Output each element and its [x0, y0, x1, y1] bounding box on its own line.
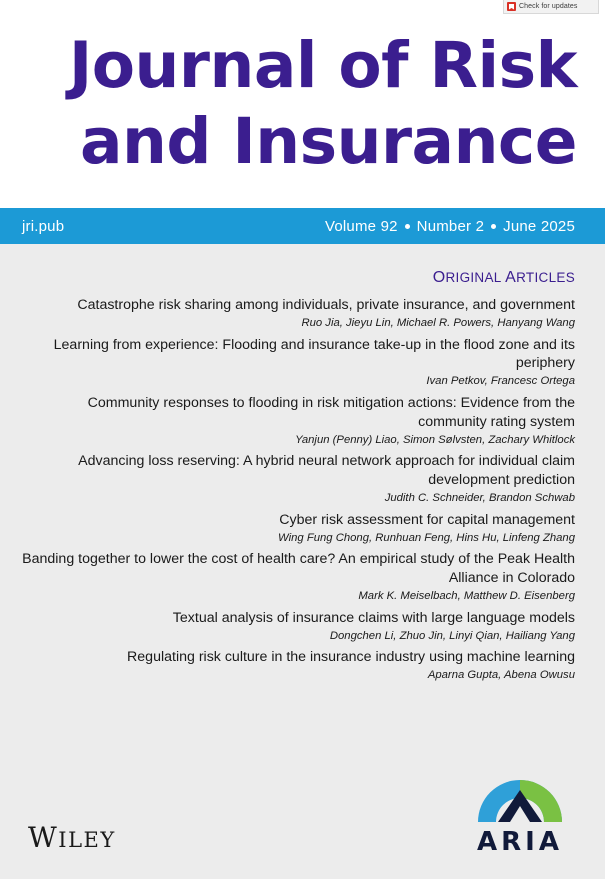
journal-title-line-1: Journal of Risk	[68, 29, 577, 102]
article-title[interactable]: Textual analysis of insurance claims with large language models	[172, 609, 575, 626]
toc-article-8[interactable]	[22, 648, 575, 683]
toc-article-1[interactable]	[22, 296, 575, 331]
article-title[interactable]: Advancing loss reserving: A hybrid neural network approach for individual claim development prediction	[78, 453, 575, 489]
toc-section-heading-rticles: RTICLES	[516, 270, 575, 285]
toc-section-heading-riginal: RIGINAL	[445, 270, 506, 285]
wiley-logo-text: ILEY	[58, 828, 116, 852]
journal-website-link[interactable]: jri.pub	[22, 217, 65, 235]
toc-article-4[interactable]	[22, 452, 575, 505]
check-for-updates-badge[interactable]	[503, 0, 599, 14]
journal-masthead	[0, 16, 605, 206]
article-authors: Yanjun (Penny) Liao, Simon Sølvsten, Zachary Whitlock	[295, 433, 575, 446]
issue-details	[325, 218, 575, 235]
issue-date: June 2025	[503, 217, 575, 235]
issue-band	[0, 208, 605, 244]
article-authors: Aparna Gupta, Abena Owusu	[427, 669, 575, 682]
article-authors: Judith C. Schneider, Brandon Schwab	[384, 492, 575, 505]
article-authors: Ruo Jia, Jieyu Lin, Michael R. Powers, Hanyang Wang	[301, 316, 575, 329]
article-authors: Dongchen Li, Zhuo Jin, Linyi Qian, Hailiang Yang	[329, 629, 575, 642]
article-authors: Mark K. Meiselbach, Matthew D. Eisenberg	[358, 590, 575, 603]
toc-section-heading	[22, 269, 575, 287]
issue-number: Number 2	[416, 217, 485, 235]
toc-section-heading-initial-o: O	[432, 269, 446, 286]
separator-dot-icon	[405, 224, 410, 229]
article-authors: Ivan Petkov, Francesc Ortega	[426, 375, 575, 388]
toc-article-5[interactable]	[22, 511, 575, 546]
article-title[interactable]: Catastrophe risk sharing among individuals, private insurance, and government	[77, 297, 575, 313]
article-authors: Wing Fung Chong, Runhuan Feng, Hins Hu, Linfeng Zhang	[278, 531, 575, 544]
wiley-logo-initial: W	[28, 821, 59, 854]
toc-article-3[interactable]	[22, 394, 575, 447]
toc-article-2[interactable]	[22, 336, 575, 389]
check-for-updates-label: Check for updates	[519, 3, 578, 10]
journal-title	[0, 16, 605, 179]
article-title[interactable]: Learning from experience: Flooding and insurance take-up in the flood zone and its periphery	[53, 336, 575, 372]
article-title[interactable]: Community responses to flooding in risk mitigation actions: Evidence from the community rating system	[87, 394, 575, 430]
crossmark-icon	[507, 2, 516, 11]
aria-logo	[465, 772, 575, 857]
toc-article-6[interactable]	[22, 550, 575, 603]
journal-title-line-2: and Insurance	[79, 104, 577, 178]
aria-arc-icon	[474, 772, 566, 824]
aria-wordmark: ARIA	[477, 827, 563, 857]
article-title[interactable]: Cyber risk assessment for capital management	[279, 511, 575, 528]
wiley-logo	[28, 821, 116, 854]
article-title[interactable]: Regulating risk culture in the insurance industry using machine learning	[127, 649, 575, 666]
article-title[interactable]: Banding together to lower the cost of health care? An empirical study of the Peak Health Alliance in Colorado	[22, 551, 575, 587]
toc-section-heading-initial-a: A	[505, 269, 517, 286]
toc-article-7[interactable]	[22, 609, 575, 644]
separator-dot-icon	[491, 224, 496, 229]
issue-volume: Volume 92	[324, 217, 398, 235]
